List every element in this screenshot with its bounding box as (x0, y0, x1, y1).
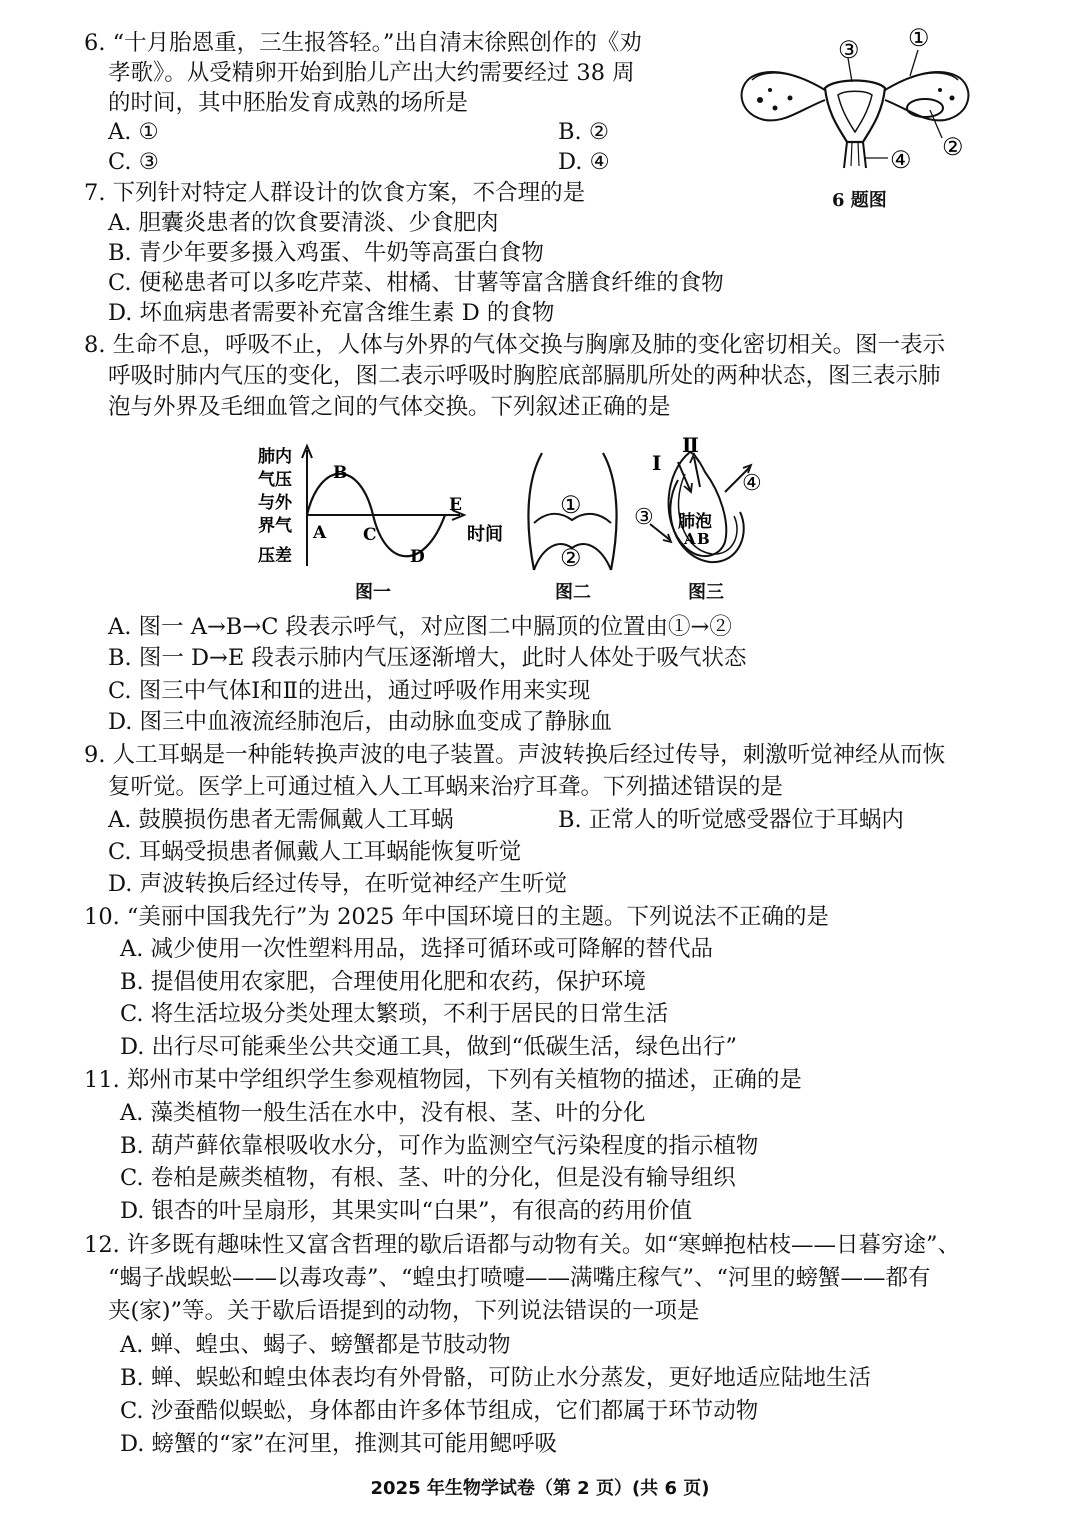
q7-option-d: D. 坏血病患者需要补充富含维生素 D 的食物 (108, 300, 555, 326)
q6-fig-label-3: ③ (838, 36, 860, 64)
q7-option-a: A. 胆囊炎患者的饮食要清淡、少食肥肉 (108, 210, 499, 236)
q6-option-d: D. ④ (558, 149, 610, 175)
q6-fig-label-2: ② (942, 133, 964, 161)
fig1-ylabel-1: 肺内 (258, 447, 292, 467)
q11-option-c: C. 卷柏是蕨类植物，有根、茎、叶的分化，但是没有输导组织 (120, 1165, 736, 1191)
fig1-point-d: D (410, 547, 425, 567)
q8-option-d: D. 图三中血液流经肺泡后，由动脉血变成了静脉血 (108, 709, 613, 735)
q6-option-b: B. ② (558, 119, 610, 145)
q10-stem: 10. “美丽中国我先行”为 2025 年中国环境日的主题。下列说法不正确的是 (84, 904, 830, 930)
fig1-xlabel: 时间 (467, 524, 503, 545)
q10-option-c: C. 将生活垃圾分类处理太繁琐，不利于居民的日常生活 (120, 1001, 669, 1027)
fig1-point-a: A (313, 523, 327, 543)
fig1-ylabel-5: 压差 (258, 546, 292, 566)
q9-stem-line-2: 复听觉。医学上可通过植入人工耳蜗来治疗耳聋。下列描述错误的是 (108, 774, 784, 800)
q8-option-a: A. 图一 A→B→C 段表示呼气，对应图二中膈顶的位置由①→② (108, 614, 732, 640)
q12-option-a: A. 蝉、蝗虫、蝎子、螃蟹都是节肢动物 (120, 1332, 511, 1358)
q6-stem-line-2: 孝歌》。从受精卵开始到胎儿产出大约需要经过 38 周 (108, 60, 635, 86)
q8-option-c: C. 图三中气体Ⅰ和Ⅱ的进出，通过呼吸作用来实现 (108, 678, 591, 704)
q8-figure-2 (520, 448, 625, 578)
q7-option-b: B. 青少年要多摄入鸡蛋、牛奶等高蛋白食物 (108, 240, 544, 266)
fig3-label-i: Ⅰ (652, 451, 662, 475)
fig1-point-b: B (333, 463, 348, 483)
q6-stem-line-3: 的时间，其中胚胎发育成熟的场所是 (108, 90, 469, 116)
q9-option-d: D. 声波转换后经过传导，在听觉神经产生听觉 (108, 871, 568, 897)
q7-option-c: C. 便秘患者可以多吃芹菜、柑橘、甘薯等富含膳食纤维的食物 (108, 270, 724, 296)
fig2-caption: 图二 (555, 582, 591, 603)
fig1-caption: 图一 (355, 582, 391, 603)
q10-option-b: B. 提倡使用农家肥，合理使用化肥和农药，保护环境 (120, 969, 646, 995)
fig3-label-alveolus: 肺泡 (678, 512, 712, 532)
q8-stem-line-3: 泡与外界及毛细血管之间的气体交换。下列叙述正确的是 (108, 394, 671, 420)
fig2-label-1: ① (560, 491, 582, 519)
fig1-ylabel-3: 与外 (258, 493, 292, 513)
q8-stem-line-1: 8. 生命不息，呼吸不止，人体与外界的气体交换与胸廓及肺的变化密切相关。图一表示 (84, 332, 946, 358)
q10-option-d: D. 出行尽可能乘坐公共交通工具，做到“低碳生活，绿色出行” (120, 1034, 738, 1060)
q9-option-c: C. 耳蜗受损患者佩戴人工耳蜗能恢复听觉 (108, 839, 522, 865)
q6-stem-line-1: 6. “十月胎恩重，三生报答轻。”出自清末徐熙创作的《劝 (84, 30, 642, 56)
q6-fig-label-4: ④ (890, 146, 912, 174)
q12-stem-line-2: “蝎子战蜈蚣——以毒攻毒”、“蝗虫打喷嚏——满嘴庄稼气”、“河里的螃蟹——都有 (108, 1265, 931, 1291)
fig1-point-c: C (363, 525, 377, 545)
fig1-point-e: E (449, 495, 462, 515)
q8-figure-3 (630, 432, 775, 577)
q11-stem: 11. 郑州市某中学组织学生参观植物园，下列有关植物的描述，正确的是 (84, 1067, 802, 1093)
q12-option-d: D. 螃蟹的“家”在河里，推测其可能用鳃呼吸 (120, 1431, 558, 1457)
page-footer: 2025 年生物学试卷（第 2 页）(共 6 页) (370, 1478, 710, 1499)
fig3-label-4: ④ (742, 471, 762, 496)
q12-option-b: B. 蝉、蜈蚣和蝗虫体表均有外骨骼，可防止水分蒸发，更好地适应陆地生活 (120, 1365, 871, 1391)
fig3-label-b: B (697, 530, 710, 548)
q6-option-c: C. ③ (108, 149, 159, 175)
q10-option-a: A. 减少使用一次性塑料用品，选择可循环或可降解的替代品 (120, 936, 714, 962)
q12-stem-line-3: 夹(家)”等。关于歇后语提到的动物，下列说法错误的一项是 (108, 1298, 700, 1324)
q8-stem-line-2: 呼吸时肺内气压的变化，图二表示呼吸时胸腔底部膈肌所处的两种状态，图三表示肺 (108, 363, 941, 389)
q6-option-a: A. ① (108, 119, 159, 145)
q8-option-b: B. 图一 D→E 段表示肺内气压逐渐增大，此时人体处于吸气状态 (108, 645, 747, 671)
fig2-label-2: ② (560, 544, 582, 572)
q11-option-a: A. 藻类植物一般生活在水中，没有根、茎、叶的分化 (120, 1100, 646, 1126)
q11-option-d: D. 银杏的叶呈扇形，其果实叫“白果”，有很高的药用价值 (120, 1198, 693, 1224)
q9-option-a: A. 鼓膜损伤患者无需佩戴人工耳蜗 (108, 807, 454, 833)
q9-option-b: B. 正常人的听觉感受器位于耳蜗内 (558, 807, 904, 833)
fig3-label-3: ③ (634, 505, 654, 530)
fig3-caption: 图三 (688, 582, 724, 603)
q9-stem-line-1: 9. 人工耳蜗是一种能转换声波的电子装置。声波转换后经过传导，刺激听觉神经从而恢 (84, 742, 946, 768)
q6-uterus-figure (730, 20, 990, 185)
q12-option-c: C. 沙蚕酷似蜈蚣，身体都由许多体节组成，它们都属于环节动物 (120, 1398, 759, 1424)
q12-stem-line-1: 12. 许多既有趣味性又富含哲理的歇后语都与动物有关。如“寒蝉抱枯枝——日暮穷途”、 (84, 1232, 960, 1258)
q11-option-b: B. 葫芦藓依靠根吸收水分，可作为监测空气污染程度的指示植物 (120, 1133, 759, 1159)
q6-fig-label-1: ① (908, 24, 930, 52)
fig3-label-a: A (684, 530, 696, 548)
q6-figure-caption: 6 题图 (832, 190, 887, 211)
q8-figure-1 (255, 440, 515, 575)
fig1-ylabel-4: 界气 (258, 516, 292, 536)
fig3-label-ii: Ⅱ (682, 433, 699, 457)
q7-stem: 7. 下列针对特定人群设计的饮食方案，不合理的是 (84, 180, 586, 206)
fig1-ylabel-2: 气压 (258, 470, 292, 490)
